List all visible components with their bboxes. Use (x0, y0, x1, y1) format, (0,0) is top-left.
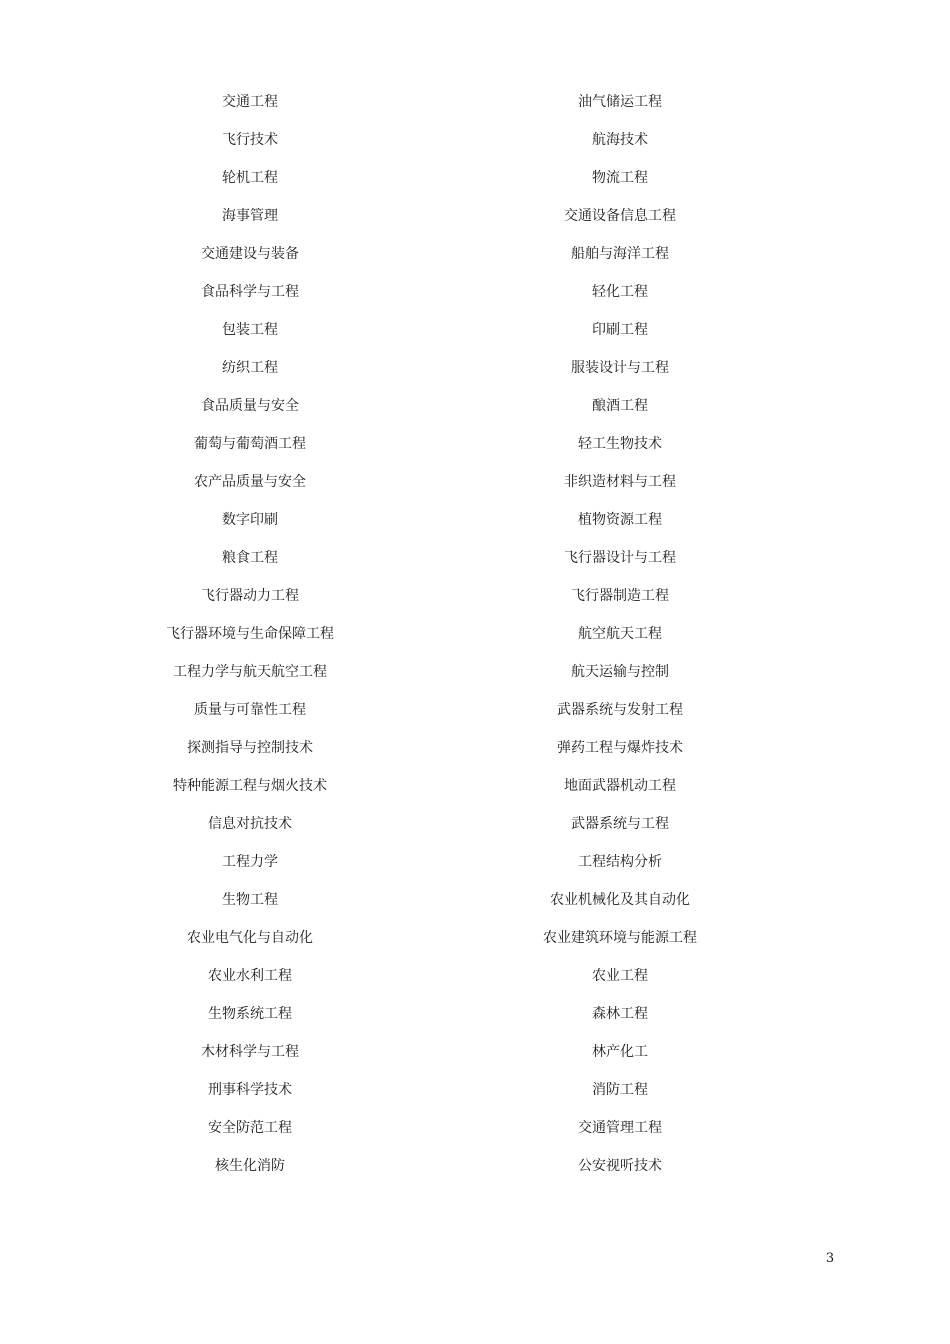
program-name-right: 服装设计与工程 (571, 360, 669, 376)
program-name-left: 刑事科学技术 (208, 1082, 292, 1098)
program-name-right: 航空航天工程 (578, 626, 662, 642)
program-name-right: 地面武器机动工程 (564, 778, 676, 794)
table-row (0, 1147, 950, 1185)
program-name-right: 交通管理工程 (578, 1120, 662, 1136)
program-name-right: 轻工生物技术 (578, 436, 662, 452)
program-name-left: 轮机工程 (222, 170, 278, 186)
program-name-right: 飞行器设计与工程 (564, 550, 676, 566)
program-name-right: 弹药工程与爆炸技术 (557, 740, 683, 756)
table-row (0, 957, 950, 995)
program-name-left: 核生化消防 (215, 1158, 285, 1174)
table-row (0, 1071, 950, 1109)
table-row (0, 1109, 950, 1147)
table-row (0, 729, 950, 767)
table-row (0, 311, 950, 349)
table-row (0, 843, 950, 881)
program-name-right: 农业工程 (592, 968, 648, 984)
program-name-right: 飞行器制造工程 (571, 588, 669, 604)
table-row (0, 159, 950, 197)
program-name-right: 公安视听技术 (578, 1158, 662, 1174)
program-name-left: 交通工程 (222, 94, 278, 110)
table-row (0, 501, 950, 539)
program-name-right: 武器系统与发射工程 (557, 702, 683, 718)
program-name-left: 质量与可靠性工程 (194, 702, 306, 718)
program-name-right: 航海技术 (592, 132, 648, 148)
table-row (0, 349, 950, 387)
table-row (0, 387, 950, 425)
program-name-left: 工程力学与航天航空工程 (173, 664, 327, 680)
program-list-table (0, 83, 950, 1185)
program-name-left: 农业水利工程 (208, 968, 292, 984)
program-name-left: 食品质量与安全 (201, 398, 299, 414)
table-row (0, 425, 950, 463)
program-name-right: 工程结构分析 (578, 854, 662, 870)
program-name-left: 葡萄与葡萄酒工程 (194, 436, 306, 452)
program-name-left: 特种能源工程与烟火技术 (173, 778, 327, 794)
program-name-right: 印刷工程 (592, 322, 648, 338)
program-name-left: 信息对抗技术 (208, 816, 292, 832)
program-name-right: 植物资源工程 (578, 512, 662, 528)
table-row (0, 1033, 950, 1071)
program-name-right: 消防工程 (592, 1082, 648, 1098)
table-row (0, 615, 950, 653)
table-row (0, 995, 950, 1033)
table-row (0, 235, 950, 273)
table-row (0, 121, 950, 159)
program-name-right: 非织造材料与工程 (564, 474, 676, 490)
program-name-left: 交通建设与装备 (201, 246, 299, 262)
table-row (0, 881, 950, 919)
table-row (0, 767, 950, 805)
program-name-right: 轻化工程 (592, 284, 648, 300)
program-name-right: 航天运输与控制 (571, 664, 669, 680)
program-name-left: 农产品质量与安全 (194, 474, 306, 490)
table-row (0, 539, 950, 577)
program-name-left: 工程力学 (222, 854, 278, 870)
program-name-right: 油气储运工程 (578, 94, 662, 110)
program-name-right: 森林工程 (592, 1006, 648, 1022)
program-name-left: 安全防范工程 (208, 1120, 292, 1136)
table-row (0, 83, 950, 121)
program-name-right: 林产化工 (592, 1044, 648, 1060)
table-row (0, 691, 950, 729)
program-name-left: 包装工程 (222, 322, 278, 338)
program-name-left: 飞行器环境与生命保障工程 (166, 626, 334, 642)
program-name-left: 生物系统工程 (208, 1006, 292, 1022)
program-name-left: 农业电气化与自动化 (187, 930, 313, 946)
program-name-left: 飞行器动力工程 (201, 588, 299, 604)
program-name-left: 数字印刷 (222, 512, 278, 528)
page-number: 3 (825, 1251, 835, 1266)
program-name-left: 生物工程 (222, 892, 278, 908)
program-name-left: 海事管理 (222, 208, 278, 224)
program-name-left: 粮食工程 (222, 550, 278, 566)
program-name-right: 酿酒工程 (592, 398, 648, 414)
program-name-left: 纺织工程 (222, 360, 278, 376)
program-name-right: 物流工程 (592, 170, 648, 186)
program-name-left: 飞行技术 (222, 132, 278, 148)
program-name-right: 武器系统与工程 (571, 816, 669, 832)
table-row (0, 463, 950, 501)
program-name-right: 船舶与海洋工程 (571, 246, 669, 262)
program-name-right: 农业建筑环境与能源工程 (543, 930, 697, 946)
table-row (0, 197, 950, 235)
program-name-left: 食品科学与工程 (201, 284, 299, 300)
program-name-right: 农业机械化及其自动化 (550, 892, 690, 908)
table-row (0, 805, 950, 843)
table-row (0, 273, 950, 311)
program-name-left: 探测指导与控制技术 (187, 740, 313, 756)
program-name-left: 木材科学与工程 (201, 1044, 299, 1060)
table-row (0, 577, 950, 615)
table-row (0, 919, 950, 957)
table-row (0, 653, 950, 691)
program-name-right: 交通设备信息工程 (564, 208, 676, 224)
